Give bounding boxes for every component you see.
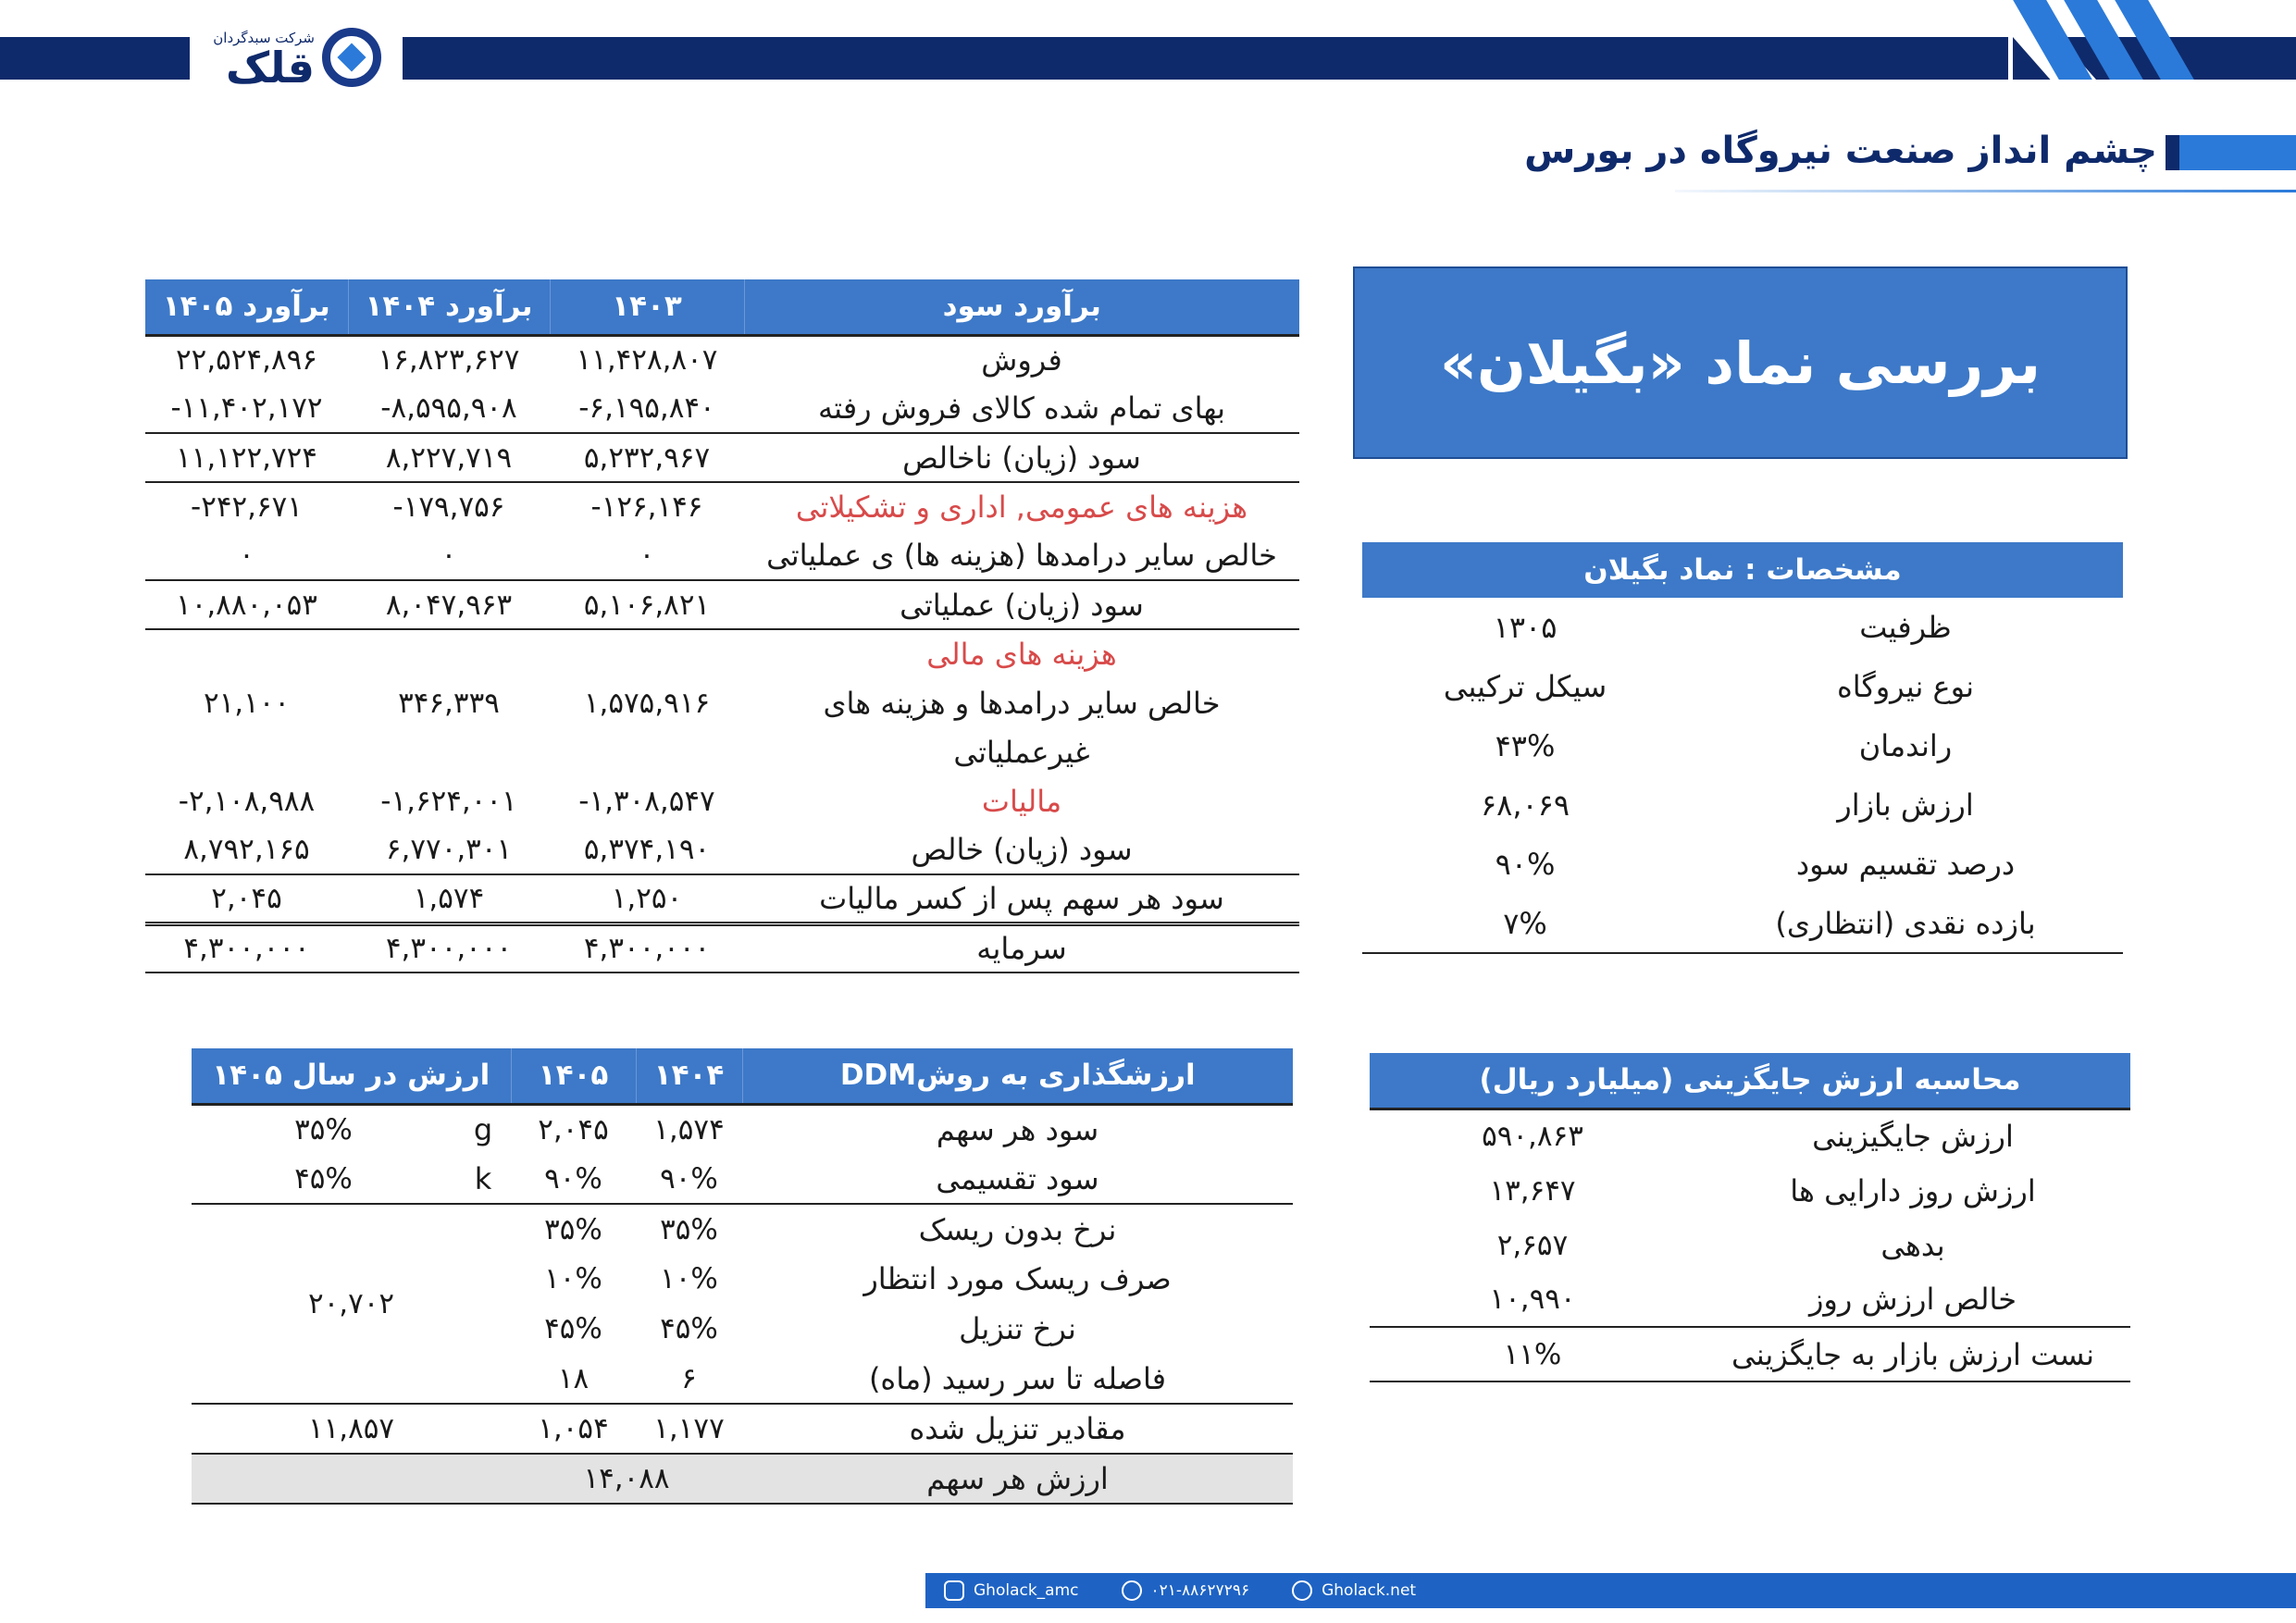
globe-icon — [1292, 1580, 1312, 1601]
replacement-value: ۱۰,۹۹۰ — [1489, 1282, 1576, 1316]
table-row — [145, 678, 1299, 727]
cell-1404: ۳۵% — [636, 1204, 742, 1254]
spec-value: ۷% — [1503, 905, 1547, 941]
discounted-total: ۱۱,۸۵۷ — [192, 1404, 511, 1454]
row-label: غیرعملیاتی — [953, 734, 1090, 770]
spec-label: ارزش بازار — [1837, 787, 1974, 823]
table-row — [1370, 1272, 2130, 1327]
cell-1405: ۲,۰۴۵ — [145, 874, 348, 923]
table-row — [145, 776, 1299, 825]
cell-1405 — [145, 629, 348, 678]
cell-1405: ۴۵% — [544, 1312, 602, 1345]
cell-1403: ۱,۲۵۰ — [550, 874, 744, 923]
cell-1404: ۹۰% — [660, 1161, 718, 1196]
row-label: خالص سایر درامدها و هزینه های — [823, 685, 1221, 721]
cell-1404: ۸,۰۴۷,۹۶۳ — [348, 580, 550, 629]
growth-symbol: g — [473, 1111, 493, 1147]
table-row — [145, 482, 1299, 531]
cell-1404: ۱,۵۷۴ — [653, 1112, 725, 1146]
column-header: برآورد ۱۴۰۵ — [145, 279, 348, 335]
cell-1404: -۸,۵۹۵,۹۰۸ — [380, 391, 517, 425]
cell-1403: ۱,۵۷۵,۹۱۶ — [583, 686, 711, 720]
footer-bar — [925, 1573, 2296, 1608]
discount-symbol: k — [474, 1160, 492, 1196]
spec-value: ۹۰% — [1495, 847, 1556, 882]
cell-1403: ۱۱,۴۲۸,۸۰۷ — [576, 343, 718, 378]
cell-1405: ۱۰,۸۸۰,۰۵۳ — [145, 580, 348, 629]
replacement-label: ارزش روز دارایی ها — [1790, 1172, 2036, 1208]
cell-1405: ۸,۷۹۲,۱۶۵ — [183, 833, 310, 866]
table-header-row — [192, 1048, 1293, 1104]
table-row — [1370, 1218, 2130, 1272]
table-header-row — [1370, 1053, 2130, 1109]
title-underline — [1675, 190, 2296, 192]
table-row — [192, 1204, 1293, 1254]
cell-1404 — [348, 727, 550, 776]
row-label: هزینه های عمومی, اداری و تشکیلاتی — [744, 482, 1299, 531]
cell-1403: ۰ — [639, 539, 655, 572]
cell-1405: -۲,۱۰۸,۹۸۸ — [178, 784, 316, 818]
cell-1404: ۱۶,۸۲۳,۶۲۷ — [378, 343, 520, 378]
cell-1403: -۱۲۶,۱۴۶ — [550, 482, 744, 531]
replacement-label: ارزش جایگیزینی — [1812, 1119, 2014, 1155]
table-total-row — [192, 1454, 1293, 1504]
row-label: نرخ تنزیل — [959, 1311, 1076, 1346]
cell-1404: ۱۰% — [660, 1262, 718, 1295]
row-label: سود هر سهم پس از کسر مالیات — [744, 874, 1299, 923]
replacement-value: ۲,۶۵۷ — [1496, 1228, 1569, 1262]
terminal-value: ۲۰,۷۰۲ — [192, 1204, 511, 1404]
spec-label: راندمان — [1858, 728, 1953, 763]
column-header: برآورد سود — [744, 279, 1299, 335]
replacement-value-table — [1370, 1053, 2130, 1382]
table-row — [145, 825, 1299, 874]
page-title: چشم انداز صنعت نیروگاه در بورس — [1524, 130, 2157, 172]
row-label: سود تقسیمی — [936, 1160, 1099, 1196]
replacement-value: ۵۹۰,۸۶۳ — [1482, 1120, 1583, 1154]
symbol-specs-table — [1362, 542, 2123, 954]
symbol-review-box — [1353, 266, 2128, 459]
specs-header: مشخصات : نماد بگیلان — [1362, 542, 2123, 598]
cell-1405: -۲۴۲,۶۷۱ — [145, 482, 348, 531]
spec-value: ۶۸,۰۶۹ — [1480, 787, 1570, 823]
brand-subtitle: شرکت سبدگردان — [213, 30, 315, 46]
symbol-review-title: بررسی نماد «بگیلان» — [1439, 328, 2042, 397]
column-header: ارزشگذاری به روشDDM — [742, 1048, 1293, 1104]
table-row — [1362, 775, 2123, 835]
cell-1405: ۱,۰۵۴ — [511, 1404, 636, 1454]
table-row — [145, 335, 1299, 384]
cell-1404: ۸,۲۲۷,۷۱۹ — [348, 433, 550, 482]
instagram-handle: Gholack_amc — [974, 1581, 1079, 1600]
row-label: صرف ریسک مورد انتظار — [863, 1261, 1172, 1296]
header-band — [403, 37, 2008, 80]
table-header-row — [145, 279, 1299, 335]
row-label: خالص سایر درامدها (هزینه ها) ی عملیاتی — [766, 538, 1277, 573]
replacement-value: ۱۱% — [1370, 1327, 1695, 1381]
cell-1405: ۹۰% — [544, 1161, 602, 1196]
table-row — [1370, 1327, 2130, 1381]
growth-rate: ۳۵% — [294, 1112, 353, 1146]
table-row — [1370, 1163, 2130, 1218]
row-label: سود (زیان) خالص — [911, 832, 1133, 867]
table-row — [145, 580, 1299, 629]
row-label: فروش — [981, 342, 1062, 378]
cell-1405: ۲,۰۴۵ — [538, 1112, 609, 1146]
ddm-valuation-table — [192, 1048, 1293, 1505]
cell-1403: ۴,۳۰۰,۰۰۰ — [550, 923, 744, 973]
replacement-label: نست ارزش بازار به جایگزینی — [1695, 1327, 2130, 1381]
cell-1404: -۱۷۹,۷۵۶ — [348, 482, 550, 531]
table-row — [1362, 598, 2123, 657]
cell-1404: ۴۵% — [660, 1312, 718, 1345]
cell-1404: ۰ — [441, 539, 457, 572]
table-row — [1362, 657, 2123, 716]
website-link: Gholack.net — [1322, 1581, 1417, 1600]
table-row — [1362, 894, 2123, 953]
table-row — [1362, 716, 2123, 775]
row-label: فاصله تا سر رسید (ماه) — [868, 1360, 1167, 1396]
row-label: سرمایه — [744, 923, 1299, 973]
row-label: مقادیر تنزیل شده — [742, 1404, 1293, 1454]
spec-value: ۴۳% — [1495, 728, 1556, 763]
cell-1404: -۱,۶۲۴,۰۰۱ — [380, 784, 517, 818]
table-row — [145, 629, 1299, 678]
spec-label: ظرفیت — [1859, 610, 1952, 645]
row-label: سود هر سهم — [936, 1111, 1099, 1147]
spec-value: سیکل ترکیبی — [1443, 669, 1607, 704]
row-label: سود (زیان) عملیاتی — [744, 580, 1299, 629]
spec-value: ۱۳۰۵ — [1493, 610, 1558, 645]
spec-label: بازده نقدی (انتظاری) — [1775, 905, 2036, 941]
column-header: ۱۴۰۳ — [550, 279, 744, 335]
row-label: نرخ بدون ریسک — [742, 1204, 1293, 1254]
table-row — [145, 531, 1299, 580]
column-header: ارزش در سال ۱۴۰۵ — [192, 1048, 511, 1104]
cell-1404: ۴,۳۰۰,۰۰۰ — [348, 923, 550, 973]
table-row — [1370, 1109, 2130, 1163]
cell-1404: ۱,۵۷۴ — [348, 874, 550, 923]
cell-1403: -۶,۱۹۵,۸۴۰ — [578, 391, 715, 425]
profit-estimate-table — [145, 279, 1299, 973]
title-bar — [2179, 135, 2296, 170]
phone-icon — [1122, 1580, 1142, 1601]
row-label: مالیات — [981, 783, 1062, 819]
footer-instagram[interactable] — [944, 1580, 1079, 1601]
spec-label: نوع نیروگاه — [1836, 669, 1975, 704]
cell-1404: ۶ — [681, 1361, 697, 1395]
table-row — [145, 433, 1299, 482]
footer-website[interactable] — [1292, 1580, 1416, 1601]
brand-logo — [215, 20, 381, 94]
logo-icon — [322, 28, 381, 87]
table-row — [192, 1404, 1293, 1454]
cell-1403 — [550, 727, 744, 776]
spec-label: درصد تقسیم سود — [1795, 847, 2016, 882]
brand-name: قلک — [226, 43, 315, 93]
cell-1403 — [550, 629, 744, 678]
column-header: ۱۴۰۵ — [511, 1048, 636, 1104]
empty-cell — [192, 1454, 511, 1504]
column-header: ۱۴۰۴ — [636, 1048, 742, 1104]
cell-1403: ۵,۱۰۶,۸۲۱ — [550, 580, 744, 629]
replacement-label: خالص ارزش روز — [1808, 1282, 2017, 1317]
table-header-row — [1362, 542, 2123, 598]
total-value: ۱۴,۰۸۸ — [511, 1454, 742, 1504]
table-row — [192, 1104, 1293, 1154]
row-label: سود (زیان) ناخالص — [744, 433, 1299, 482]
cell-1405: ۲۲,۵۲۴,۸۹۶ — [176, 343, 317, 378]
total-label: ارزش هر سهم — [742, 1454, 1293, 1504]
cell-1403: ۵,۳۷۴,۱۹۰ — [583, 833, 711, 866]
row-label: هزینه های مالی — [744, 629, 1299, 678]
instagram-icon — [944, 1580, 964, 1601]
cell-1405: ۱۱,۱۲۲,۷۲۴ — [145, 433, 348, 482]
cell-1405: ۰ — [239, 539, 254, 572]
table-row — [145, 727, 1299, 776]
cell-1405 — [145, 727, 348, 776]
header-band-left — [0, 37, 190, 80]
cell-1403: ۵,۲۳۲,۹۶۷ — [550, 433, 744, 482]
phone-number: ۰۲۱-۸۸۶۲۷۲۹۶ — [1150, 1581, 1250, 1600]
replacement-value: ۱۳,۶۴۷ — [1489, 1173, 1576, 1208]
cell-1405: ۱۸ — [557, 1361, 590, 1395]
cell-1404: ۱,۱۷۷ — [636, 1404, 742, 1454]
cell-1404: ۳۴۶,۳۳۹ — [398, 686, 500, 720]
cell-1405: -۱۱,۴۰۲,۱۷۲ — [170, 391, 323, 425]
cell-1404 — [348, 629, 550, 678]
cell-1405: ۲۱,۱۰۰ — [203, 686, 291, 720]
cell-1403: -۱,۳۰۸,۵۴۷ — [578, 784, 715, 818]
column-header: برآورد ۱۴۰۴ — [348, 279, 550, 335]
discount-rate: ۴۵% — [294, 1161, 353, 1196]
replacement-label: بدهی — [1880, 1227, 1945, 1263]
row-label: بهای تمام شده کالای فروش رفته — [818, 390, 1225, 426]
table-row — [145, 384, 1299, 433]
table-row — [145, 874, 1299, 923]
replacement-header: محاسبه ارزش جایگزینی (میلیارد ریال) — [1370, 1053, 2130, 1109]
footer-phone[interactable] — [1122, 1580, 1250, 1601]
table-row — [192, 1154, 1293, 1204]
cell-1405: ۴,۳۰۰,۰۰۰ — [145, 923, 348, 973]
cell-1405: ۱۰% — [544, 1262, 602, 1295]
cell-1405: ۳۵% — [511, 1204, 636, 1254]
cell-1404: ۶,۷۷۰,۳۰۱ — [385, 833, 513, 866]
table-row — [145, 923, 1299, 973]
table-row — [1362, 835, 2123, 894]
